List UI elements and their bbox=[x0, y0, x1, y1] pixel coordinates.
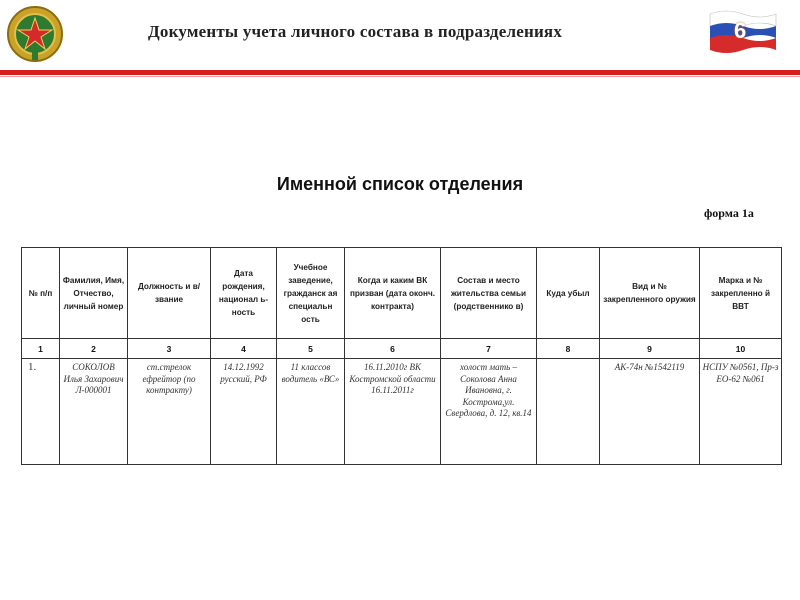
column-header: Марка и № закрепленно й ВВТ bbox=[700, 248, 782, 339]
conscription-cell: 16.11.2010г ВК Костромской области 16.11.2011г bbox=[345, 359, 441, 465]
column-number: 9 bbox=[600, 339, 700, 359]
column-number: 1 bbox=[22, 339, 60, 359]
column-header: Фамилия, Имя, Отчество, личный номер bbox=[60, 248, 128, 339]
column-number: 6 bbox=[345, 339, 441, 359]
form-label: форма 1а bbox=[704, 206, 754, 220]
header-title: Документы учета личного состава в подразделениях bbox=[148, 22, 563, 41]
column-header: Дата рождения, национал ь-ность bbox=[211, 248, 277, 339]
column-header: Когда и каким ВК призван (дата оконч. контракта) bbox=[345, 248, 441, 339]
column-number-row bbox=[22, 339, 782, 359]
weapon-cell: АК-74н №1542119 bbox=[600, 359, 700, 465]
column-header: Учебное заведение, гражданск ая специальн ость bbox=[277, 248, 345, 339]
header-divider bbox=[0, 70, 800, 75]
column-number: 8 bbox=[537, 339, 600, 359]
birth-nationality-cell: 14.12.1992 русский, РФ bbox=[211, 359, 277, 465]
equipment-cell: НСПУ №0561, Пр-з ЕО-62 №061 bbox=[700, 359, 782, 465]
document-title: Именной список отделения bbox=[276, 174, 524, 194]
column-number: 7 bbox=[441, 339, 537, 359]
full-name-cell: СОКОЛОВ Илья Захарович Л-000001 bbox=[60, 359, 128, 465]
personnel-roster-table bbox=[21, 247, 782, 465]
column-number: 3 bbox=[128, 339, 211, 359]
column-number: 10 bbox=[700, 339, 782, 359]
page-number: 6 bbox=[734, 18, 747, 43]
column-header: Должность и в/звание bbox=[128, 248, 211, 339]
header-divider-thin bbox=[0, 76, 800, 77]
position-rank-cell: ст.стрелок ефрейтор (по контракту) bbox=[128, 359, 211, 465]
column-header: № п/п bbox=[22, 248, 60, 339]
column-number: 2 bbox=[60, 339, 128, 359]
column-header: Куда убыл bbox=[537, 248, 600, 339]
column-number: 5 bbox=[277, 339, 345, 359]
column-header: Состав и место жительства семьи (родственнико в) bbox=[441, 248, 537, 339]
table-header-row bbox=[22, 248, 782, 339]
column-header: Вид и № закрепленного оружия bbox=[600, 248, 700, 339]
slide-header bbox=[0, 0, 800, 70]
military-emblem-icon bbox=[6, 4, 64, 64]
family-cell: холост мать – Соколова Анна Ивановна, г. Кострома,ул. Свердлова, д. 12, кв.14 bbox=[441, 359, 537, 465]
table-row bbox=[22, 359, 782, 465]
row-number: 1. bbox=[22, 359, 60, 465]
education-cell: 11 классов водитель «ВС» bbox=[277, 359, 345, 465]
column-number: 4 bbox=[211, 339, 277, 359]
departed-cell bbox=[537, 359, 600, 465]
